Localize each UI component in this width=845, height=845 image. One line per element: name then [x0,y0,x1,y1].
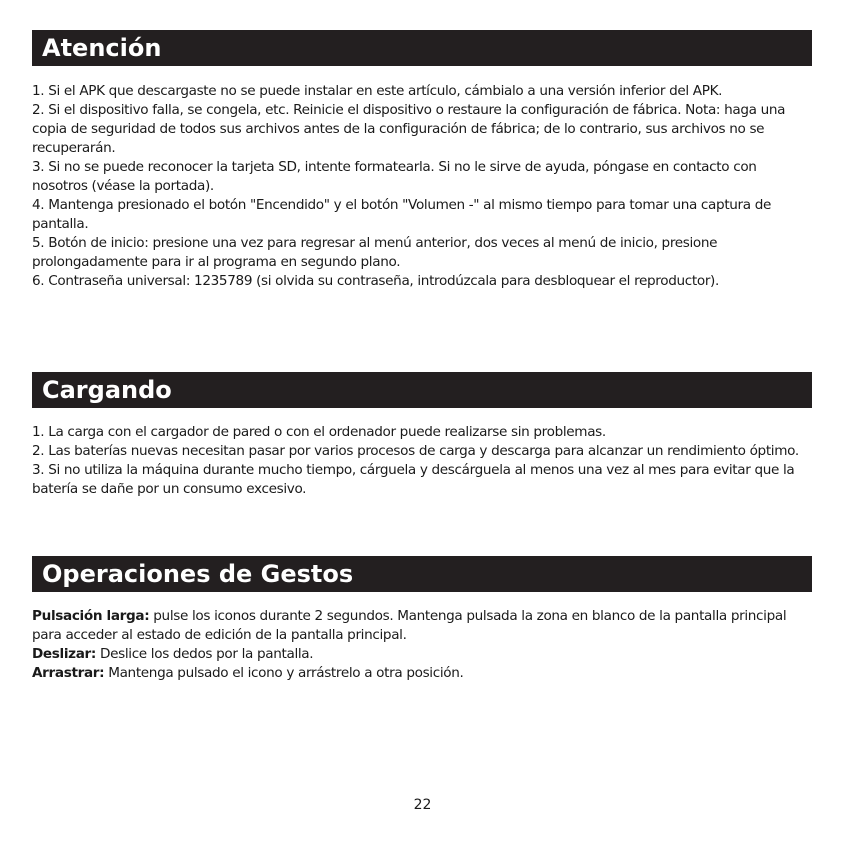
gesture-item-deslizar [32,645,812,664]
gesture-item-pulsacion-larga [32,607,812,645]
gestos-list [32,607,812,683]
section-cargando [32,372,812,499]
atencion-list [32,82,812,291]
section-atencion [32,30,812,291]
cargando-list [32,423,812,499]
atencion-item: 4. Mantenga presionado el botón "Encendido" y el botón "Volumen -" al mismo tiempo para tomar una captura de pantalla. [32,197,772,232]
gesture-item-arrastrar [32,664,812,683]
atencion-item: 2. Si el dispositivo falla, se congela, etc. Reinicie el dispositivo o restaure la configuración de fábrica. Nota: haga una copia de seguridad de todos sus archivos antes de la configuración de fábrica; de lo contrario, sus archivos no se recuperarán. [32,102,786,156]
gesture-term: Deslizar: [32,646,96,662]
cargando-item: 2. Las baterías nuevas necesitan pasar por varios procesos de carga y descarga para alcanzar un rendimiento óptimo. [32,443,799,459]
page-number: 22 [413,797,432,813]
gesture-term: Arrastrar: [32,665,105,681]
section-heading-gestos: Operaciones de Gestos [32,556,812,592]
gesture-description: Deslice los dedos por la pantalla. [96,646,314,662]
gesture-term: Pulsación larga: [32,608,150,624]
atencion-item: 6. Contraseña universal: 1235789 (si olvida su contraseña, introdúzcala para desbloquear el reproductor). [32,273,719,289]
gesture-description: pulse los iconos durante 2 segundos. Mantenga pulsada la zona en blanco de la pantalla principal para acceder al estado de edición de la pantalla principal. [32,608,787,643]
gesture-description: Mantenga pulsado el icono y arrástrelo a otra posición. [104,665,464,681]
cargando-item: 3. Si no utiliza la máquina durante mucho tiempo, cárguela y descárguela al menos una vez al mes para evitar que la batería se dañe por un consumo excesivo. [32,462,795,497]
atencion-item: 5. Botón de inicio: presione una vez para regresar al menú anterior, dos veces al menú de inicio, presione prolongadamente para ir al programa en segundo plano. [32,235,718,270]
section-heading-atencion: Atención [32,30,812,66]
section-gestos [32,556,812,683]
atencion-item: 3. Si no se puede reconocer la tarjeta SD, intente formatearla. Si no le sirve de ayuda, póngase en contacto con nosotros (véase la portada). [32,159,757,194]
section-heading-cargando: Cargando [32,372,812,408]
atencion-item: 1. Si el APK que descargaste no se puede instalar en este artículo, cámbialo a una versión inferior del APK. [32,83,723,99]
cargando-item: 1. La carga con el cargador de pared o con el ordenador puede realizarse sin problemas. [32,424,606,440]
